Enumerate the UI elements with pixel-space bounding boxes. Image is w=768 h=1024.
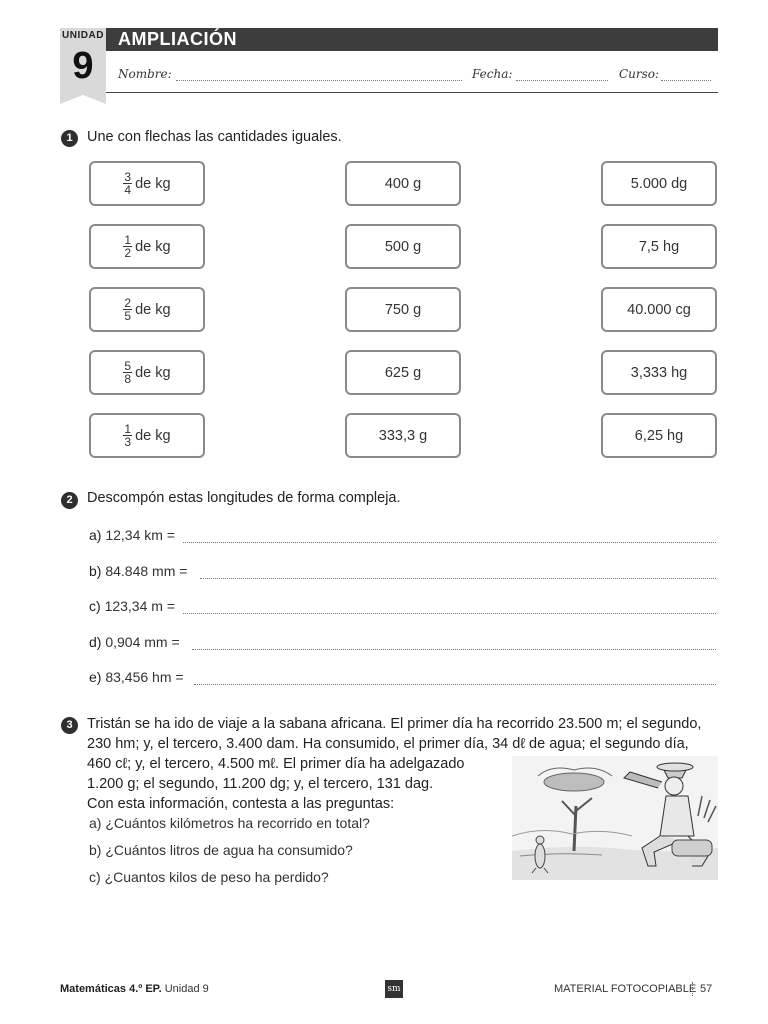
name-field[interactable] [176,68,462,81]
list-item [89,669,184,685]
numerator: 1 [124,233,132,247]
statement-line: 230 hm; y, el tercero, 3.400 dam. Ha consumido, el primer día, 34 dℓ de agua; el segundo día, [87,736,689,752]
item-letter: e) [89,669,102,685]
item-letter: a) [89,527,102,543]
list-item [89,634,180,650]
quantity-box[interactable]: 6,25 hg [601,413,717,458]
footer-book-title: Matemáticas 4.º EP. [60,983,162,995]
list-item [89,598,175,614]
statement-line: Tristán se ha ido de viaje a la sabana africana. El primer día ha recorrido 23.500 m; el segundo, [87,716,702,732]
question-item [89,842,353,858]
quantity-box[interactable]: 400 g [345,161,461,206]
list-item [89,563,187,579]
item-letter: c) [89,598,101,614]
question-letter: a) [89,815,102,831]
question-letter: b) [89,842,102,858]
statement-line: Con esta información, contesta a las preguntas: [87,796,395,812]
fraction [123,297,132,322]
page-title: AMPLIACIÓN [118,29,237,49]
quantity-box[interactable]: 500 g [345,224,461,269]
denominator: 5 [124,309,132,323]
quantity-box[interactable]: 333,3 g [345,413,461,458]
answer-line[interactable] [183,601,716,614]
item-text: 83,456 hm = [105,669,184,685]
denominator: 2 [124,246,132,260]
item-text: 123,34 m = [104,598,175,614]
numerator: 2 [124,296,132,310]
exercise-3-number: 3 [61,717,78,734]
unit-label: UNIDAD [62,30,104,41]
denominator: 4 [124,183,132,197]
numerator: 1 [124,422,132,436]
numerator: 3 [124,170,132,184]
publisher-logo: sm [385,980,403,998]
quantity-box[interactable]: 7,5 hg [601,224,717,269]
numerator: 5 [124,359,132,373]
unit-label: de kg [135,301,171,318]
denominator: 8 [124,372,132,386]
date-label: Fecha: [472,67,513,81]
page-number: 57 [700,983,713,995]
name-label: Nombre: [118,67,172,81]
fraction-box[interactable] [89,161,205,206]
unit-label: de kg [135,364,171,381]
quantity-box[interactable]: 5.000 dg [601,161,717,206]
footer-divider [692,982,693,996]
fraction [123,234,132,259]
fraction-box[interactable] [89,413,205,458]
quantity-box[interactable]: 750 g [345,287,461,332]
denominator: 3 [124,435,132,449]
fraction-box[interactable] [89,350,205,395]
answer-line[interactable] [183,530,716,543]
course-field[interactable] [661,68,711,81]
footer-unit: Unidad 9 [164,983,209,995]
answer-line[interactable] [200,566,716,579]
item-letter: d) [89,634,102,650]
unit-label: de kg [135,175,171,192]
date-field[interactable] [516,68,608,81]
statement-line: 1.200 g; el segundo, 11.200 dg; y, el tercero, 131 dag. [87,776,434,792]
fraction [123,360,132,385]
exercise-2-number: 2 [61,492,78,509]
item-text: 84.848 mm = [105,563,188,579]
unit-label: de kg [135,238,171,255]
item-text: 0,904 mm = [105,634,180,650]
question-text: ¿Cuántos litros de agua ha consumido? [105,842,353,858]
footer-material-label: MATERIAL FOTOCOPIABLE [554,983,697,995]
safari-illustration [512,756,718,880]
statement-line: 460 cℓ; y, el tercero, 4.500 mℓ. El primer día ha adelgazado [87,756,465,772]
item-text: 12,34 km = [105,527,175,543]
fraction [123,423,132,448]
fraction-box[interactable] [89,287,205,332]
answer-line[interactable] [192,637,716,650]
question-item [89,815,370,831]
quantity-box[interactable]: 40.000 cg [601,287,717,332]
unit-label: de kg [135,427,171,444]
question-item [89,869,329,885]
list-item [89,527,175,543]
exercise-1-instruction: Une con flechas las cantidades iguales. [87,129,342,145]
fraction [123,171,132,196]
question-text: ¿Cuantos kilos de peso ha perdido? [104,869,329,885]
exercise-1-number: 1 [61,130,78,147]
quantity-box[interactable]: 3,333 hg [601,350,717,395]
item-letter: b) [89,563,102,579]
answer-line[interactable] [194,672,716,685]
course-label: Curso: [619,67,660,81]
fraction-box[interactable] [89,224,205,269]
exercise-2-instruction: Descompón estas longitudes de forma compleja. [87,490,401,506]
question-text: ¿Cuántos kilómetros ha recorrido en total? [105,815,370,831]
unit-number: 9 [72,45,94,87]
question-letter: c) [89,869,101,885]
footer-book-info [60,983,209,995]
quantity-box[interactable]: 625 g [345,350,461,395]
